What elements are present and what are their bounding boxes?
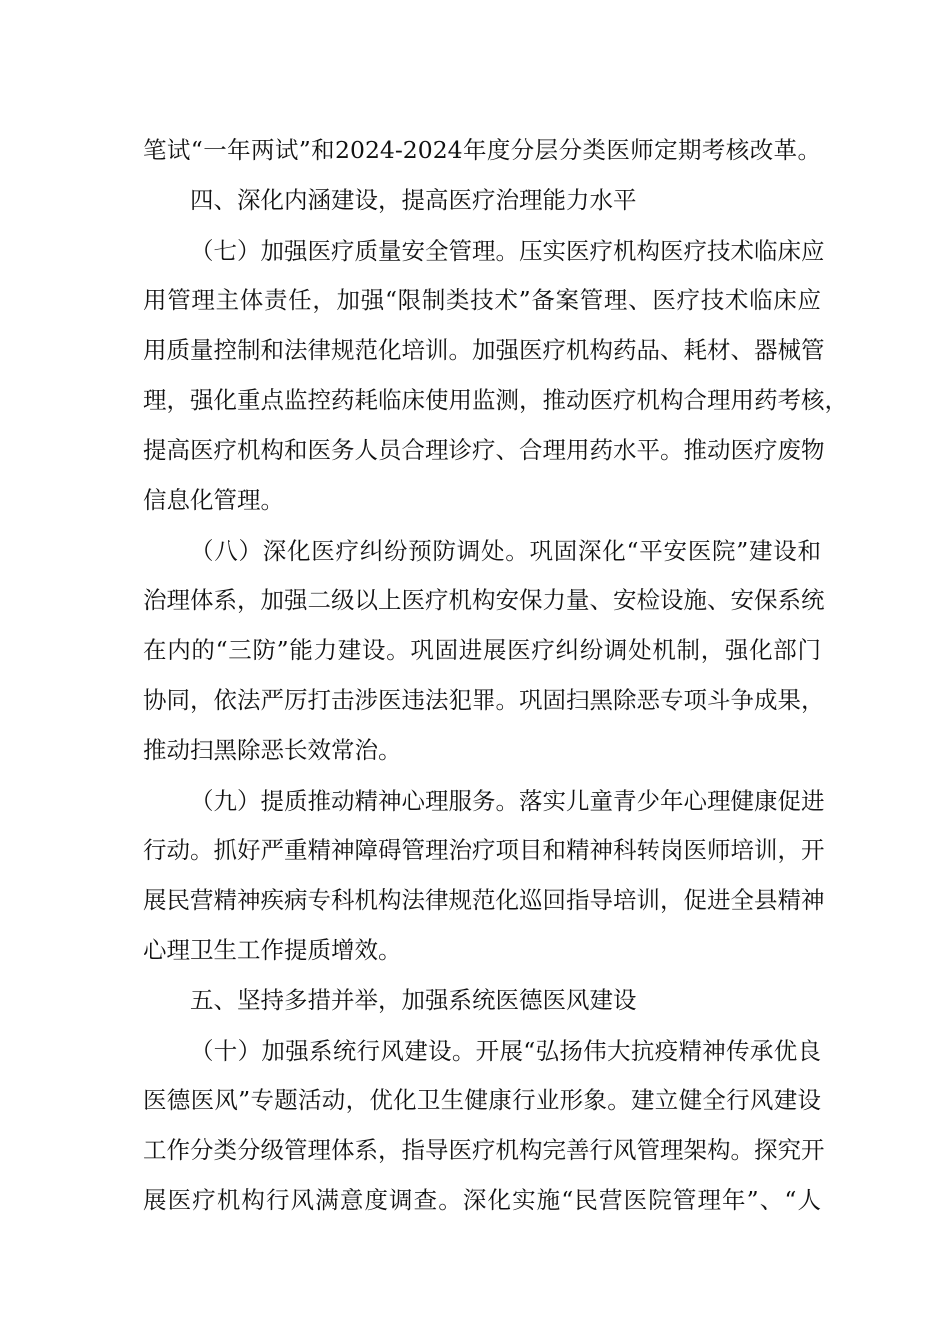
paragraph-line: 笔试“一年两试”和2024-2024年度分层分类医师定期考核改革。 (143, 136, 821, 164)
paragraph-line: 行动。抓好严重精神障碍管理治疗项目和精神科转岗医师培训，开 (143, 836, 825, 864)
paragraph-line: 治理体系，加强二级以上医疗机构安保力量、安检设施、安保系统 (143, 586, 825, 614)
paragraph-line: 医德医风”专题活动，优化卫生健康行业形象。建立健全行风建设 (143, 1086, 821, 1114)
paragraph-line: 协同，依法严厉打击涉医违法犯罪。巩固扫黑除恶专项斗争成果， (143, 686, 825, 714)
paragraph-line: 提高医疗机构和医务人员合理诊疗、合理用药水平。推动医疗废物 (143, 436, 825, 464)
section-heading: 四、深化内涵建设，提高医疗治理能力水平 (190, 186, 637, 214)
paragraph-line: （九）提质推动精神心理服务。落实儿童青少年心理健康促进 (190, 787, 825, 815)
paragraph-line: 在内的“三防”能力建设。巩固进展医疗纠纷调处机制，强化部门 (143, 636, 821, 664)
paragraph-line: 展民营精神疾病专科机构法律规范化巡回指导培训，促进全县精神 (143, 886, 825, 914)
paragraph-line: 用管理主体责任，加强“限制类技术”备案管理、医疗技术临床应 (143, 286, 821, 314)
paragraph-line: 理，强化重点监控药耗临床使用监测，推动医疗机构合理用药考核， (143, 386, 848, 414)
paragraph-line: 工作分类分级管理体系，指导医疗机构完善行风管理架构。探究开 (143, 1136, 825, 1164)
paragraph-line: 信息化管理。 (143, 486, 284, 514)
section-heading: 五、坚持多措并举，加强系统医德医风建设 (190, 986, 637, 1014)
paragraph-line: （八）深化医疗纠纷预防调处。巩固深化“平安医院”建设和 (190, 537, 821, 565)
paragraph-line: 展医疗机构行风满意度调查。深化实施“民营医院管理年”、“人 (143, 1186, 821, 1214)
paragraph-line: 心理卫生工作提质增效。 (143, 936, 402, 964)
paragraph-line: （七）加强医疗质量安全管理。压实医疗机构医疗技术临床应 (190, 237, 825, 265)
paragraph-line: 用质量控制和法律规范化培训。加强医疗机构药品、耗材、器械管 (143, 336, 825, 364)
paragraph-line: （十）加强系统行风建设。开展“弘扬伟大抗疫精神传承优良 (190, 1037, 821, 1065)
paragraph-line: 推动扫黑除恶长效常治。 (143, 736, 402, 764)
